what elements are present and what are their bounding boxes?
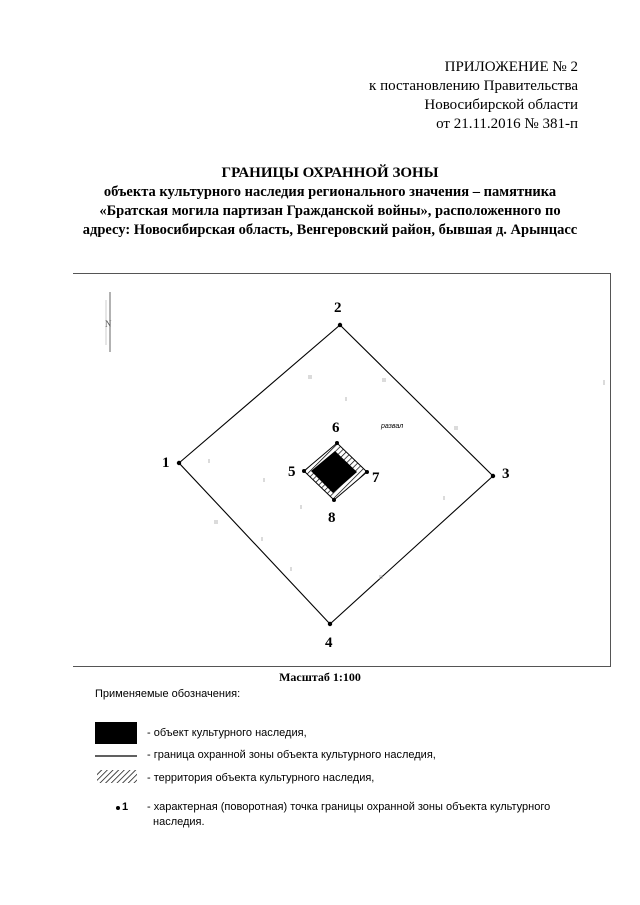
- point-marker-3: [491, 474, 495, 478]
- razval-label: развал: [381, 423, 404, 430]
- vegetation-marks: [209, 375, 604, 579]
- legend-heritage-object-symbol: [95, 722, 137, 744]
- legend-territory-symbol: [97, 770, 137, 783]
- point-label-7: 7: [372, 470, 380, 486]
- point-marker-1: [177, 461, 181, 465]
- appendix-region: Новосибирской области: [424, 97, 578, 113]
- legend-item-point-text: - характерная (поворотная) точка границы охранной зоны объекта культурного: [147, 801, 551, 813]
- point-marker-6: [335, 441, 339, 445]
- legend-item-boundary-text: - граница охранной зоны объекта культурного наследия,: [147, 749, 436, 761]
- point-label-1: 1: [162, 455, 170, 471]
- point-marker-8: [332, 498, 336, 502]
- legend-title: Применяемые обозначения:: [95, 688, 241, 700]
- title-line-3: «Братская могила партизан Гражданской войны», расположенного по: [99, 203, 561, 219]
- point-marker-4: [328, 622, 332, 626]
- legend-item-territory-text: - территория объекта культурного наследия,: [147, 772, 375, 784]
- title-line-4: адресу: Новосибирская область, Венгеровский район, бывшая д. Арынцасс: [82, 222, 578, 238]
- point-label-4: 4: [325, 635, 333, 651]
- appendix-decree: к постановлению Правительства: [369, 78, 578, 94]
- appendix-date: от 21.11.2016 № 381-п: [436, 116, 578, 132]
- point-marker-2: [338, 323, 342, 327]
- appendix-number: ПРИЛОЖЕНИЕ № 2: [444, 59, 578, 75]
- point-label-8: 8: [328, 510, 336, 526]
- point-label-3: 3: [502, 466, 510, 482]
- north-label: N: [105, 319, 112, 329]
- point-label-5: 5: [288, 464, 296, 480]
- point-marker-7: [365, 470, 369, 474]
- legend-point-symbol: [116, 806, 120, 810]
- legend-point-number: 1: [122, 801, 129, 813]
- scale-label: Масштаб 1:100: [279, 670, 361, 684]
- point-label-6: 6: [332, 420, 340, 436]
- point-label-2: 2: [334, 300, 342, 316]
- point-marker-5: [302, 469, 306, 473]
- north-arrow-icon: [105, 292, 112, 352]
- title-main: ГРАНИЦЫ ОХРАННОЙ ЗОНЫ: [221, 165, 439, 181]
- legend-item-point-text-2: наследия.: [153, 816, 205, 828]
- legend-item-object-text: - объект культурного наследия,: [147, 727, 307, 739]
- title-line-2: объекта культурного наследия регионального значения – памятника: [103, 184, 557, 200]
